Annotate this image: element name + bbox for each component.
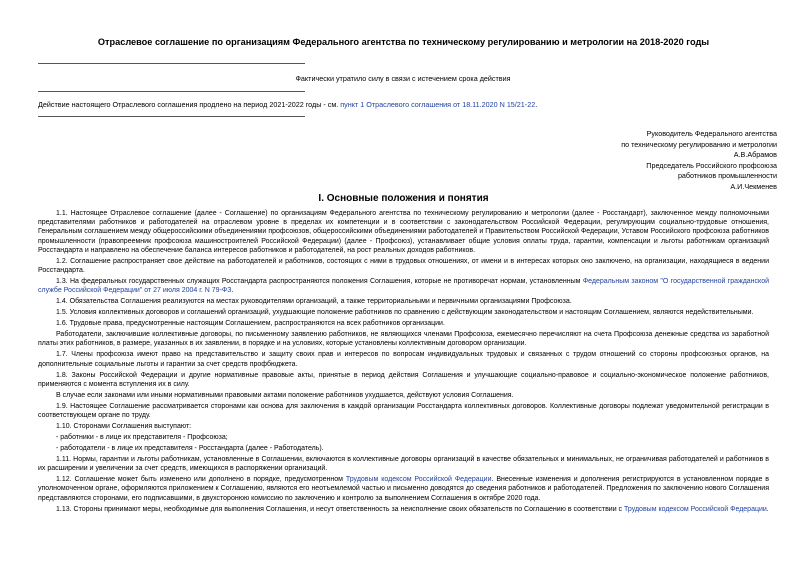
signature-line: по техническому регулированию и метрологии bbox=[621, 139, 777, 149]
divider bbox=[38, 116, 305, 117]
document-title: Отраслевое соглашение по организациям Федерального агентства по техническому регулированию и метрологии на 2018-2020 годы bbox=[97, 37, 710, 47]
prolongation-link[interactable]: пункт 1 Отраслевого соглашения от 18.11.2020 N 15/21-22 bbox=[340, 100, 536, 109]
document-body bbox=[38, 209, 769, 516]
labor-code-link[interactable]: Трудовым кодексом Российской Федерации bbox=[345, 476, 492, 484]
prolongation-note bbox=[38, 100, 537, 110]
section-heading: I. Основные положения и понятия bbox=[318, 193, 489, 204]
paragraph: 1.11. Нормы, гарантии и льготы работникам, установленные в Соглашении, включаются в коллективные договоры организаций в качестве обязательных и минимальных, не ограничивая работодателей и работников в их расширении и увеличении за счет средств, имеющихся в распоряжении организаций. bbox=[38, 456, 769, 473]
paragraph: - работники - в лице их представителя - Профсоюза; bbox=[56, 434, 228, 442]
labor-code-link[interactable]: Трудовым кодексом Российской Федерации bbox=[624, 505, 767, 513]
divider bbox=[38, 63, 305, 64]
expired-notice: Фактически утратило силу в связи с истечением срока действия bbox=[295, 74, 511, 83]
prolongation-text: Действие настоящего Отраслевого соглашения продлено на период 2021-2022 годы - см. bbox=[38, 100, 341, 109]
law-link[interactable]: Федеральным законом "О государственной гражданской службе Российской Федерации" от 27 июля 2004 г. N 79-ФЗ bbox=[38, 278, 769, 295]
paragraph: 1.6. Трудовые права, предусмотренные настоящим Соглашением, распространяются на всех работников организации. bbox=[56, 320, 445, 328]
divider bbox=[38, 91, 305, 92]
signature-line: А.И.Чекменев bbox=[730, 181, 777, 191]
paragraph: 1.13. Стороны принимают меры, необходимые для выполнения Соглашения, и несут ответственность за неисполнение своих обязательств по Соглашению в соответствии с Трудовым кодексом Российской Федерации. bbox=[56, 505, 769, 513]
prolongation-end: . bbox=[535, 100, 538, 109]
paragraph: 1.8. Законы Российской Федерации и другие нормативные правовые акты, принятые в период действия Соглашения и улучшающие социально-правовое и социально-экономическое положение работников, применяются с момента вступления их в силу. bbox=[38, 371, 769, 388]
paragraph: 1.2. Соглашение распространяет свое действие на работодателей и работников, состоящих с ними в трудовых отношениях, от имени и в интересах которых оно заключено, на организации, находящиеся в ведении Росстандарта. bbox=[38, 257, 769, 275]
paragraph: - работодатели - в лице их представителя - Росстандарта (далее - Работодатель). bbox=[56, 445, 324, 453]
signature-line: работников промышленности bbox=[677, 171, 777, 181]
paragraph: 1.5. Условия коллективных договоров и соглашений организаций, ухудшающие положение работников по сравнению с действующим законодательством и настоящим Соглашением, являются недействительными. bbox=[56, 309, 754, 317]
paragraph: 1.3. На федеральных государственных служащих Росстандарта распространяются положения Соглашения, которые не противоречат нормам, установленным Федеральным законом "О государственной гражданской службе Российской Федерации" от 27 июля 2004 г. N 79-ФЗ. bbox=[38, 278, 769, 295]
paragraph: 1.10. Сторонами Соглашения выступают: bbox=[56, 423, 192, 431]
paragraph: 1.7. Члены профсоюза имеют право на представительство и защиту своих прав и интересов по вопросам индивидуальных трудовых и связанных с трудом отношений со стороны профсоюзных органов, на дополнительные социальные льготы и гарантии за счет средств профбюджета. bbox=[38, 351, 769, 368]
signatures-block bbox=[517, 129, 777, 193]
paragraph: 1.12. Соглашение может быть изменено или дополнено в порядке, предусмотренном Трудовым кодексом Российской Федерации. Внесенные изменения и дополнения регистрируются в установленном порядке в уполномоченном органе, оформляются приложением к Соглашению, являются его неотъемлемой частью и письменно доводятся до сведения работников и работодателей. Предложения по заключению нового Соглашения представляются сторонами, его подписавшими, в двухсторонюю комиссию по заключению и контролю за выполнением Соглашения в октябре 2020 года. bbox=[38, 476, 769, 502]
paragraph: 1.9. Настоящее Соглашение рассматривается сторонами как основа для заключения в каждой организации Росстандарта коллективных договоров. Коллективные договоры подлежат уведомительной регистрации в соответствующем органе по труду. bbox=[38, 402, 769, 420]
signature-line: Руководитель Федерального агентства bbox=[646, 129, 777, 138]
signature-line: Председатель Российского профсоюза bbox=[646, 160, 777, 170]
paragraph: 1.1. Настоящее Отраслевое соглашение (далее - Соглашение) по организациям Федерального агентства по техническому регулированию и метрологии (далее - Росстандарт), заключенное между полномочными представителями работников и работодателей на отраслевом уровне в пределах их компетенции и в соответствии с законодательством Российской Федерации, регулирующим социально-трудовые отношения, Генеральным соглашением между общероссийскими объединениями профсоюзов, общероссийскими объединениями работодателей и Правительством Российской Федерации, Уставом Российского профсоюза работников промышленности (правопреемник профсоюза машиностроителей Российской Федерации) (далее - Профсоюз), устанавливает общие условия оплаты труда, гарантии, компенсации и льготы работникам организаций Росстандарта и направлено на обеспечение баланса интересов работников и работодателей, на рост реальных доходов работников. bbox=[38, 210, 769, 254]
paragraph: Работодатели, заключившие коллективные договоры, по письменному заявлению работников, не являющихся членами Профсоюза, ежемесячно перечисляют на счета Профсоюза денежные средства из заработной платы этих работников, в размере, указанных в их заявлении, в порядке и на условиях, которые установлены коллективным договором организации. bbox=[38, 331, 769, 348]
paragraph: В случае если законами или иными нормативными правовыми актами положение работников ухудшается, действуют условия Соглашения. bbox=[56, 391, 514, 399]
paragraph: 1.4. Обязательства Соглашения реализуются на местах руководителями организаций, а также территориальными и первичными организациями Профсоюза. bbox=[56, 298, 572, 306]
signature-line: А.В.Абрамов bbox=[733, 150, 777, 160]
